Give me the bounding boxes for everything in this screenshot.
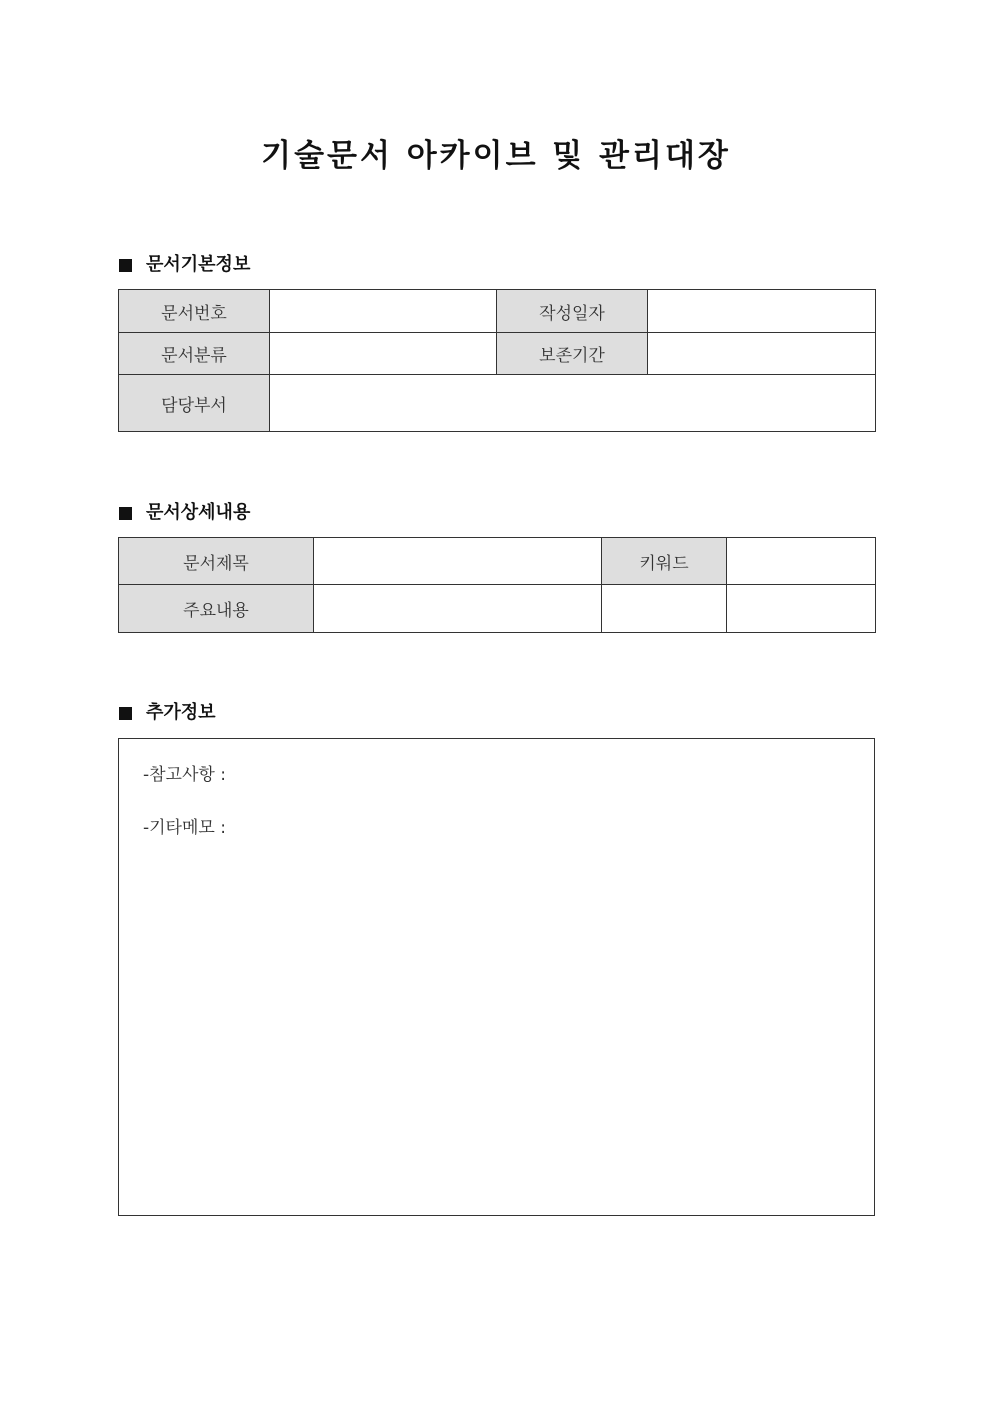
- doc-number-label: 문서번호: [119, 290, 270, 333]
- other-memo-label: -기타메모 :: [143, 818, 226, 838]
- retention-period-field[interactable]: [648, 333, 876, 375]
- section-heading-detail-label: 문서상세내용: [146, 502, 251, 523]
- doc-category-label: 문서분류: [119, 333, 270, 375]
- doc-title-field[interactable]: [314, 538, 602, 585]
- section-heading-extra-label: 추가정보: [146, 702, 216, 723]
- square-bullet-icon: [119, 707, 132, 720]
- blank-cell[interactable]: [727, 585, 876, 633]
- page-title: 기술문서 아카이브 및 관리대장: [261, 138, 731, 174]
- basic-info-table: [118, 289, 876, 432]
- doc-category-field[interactable]: [270, 333, 497, 375]
- department-field[interactable]: [270, 375, 876, 432]
- square-bullet-icon: [119, 507, 132, 520]
- blank-cell[interactable]: [602, 585, 727, 633]
- section-heading-detail: [119, 501, 250, 525]
- detail-table: [118, 537, 876, 633]
- retention-period-label: 보존기간: [497, 333, 648, 375]
- extra-info-box[interactable]: [118, 738, 875, 1216]
- doc-number-field[interactable]: [270, 290, 497, 333]
- reference-notes-label: -참고사항 :: [143, 765, 226, 785]
- doc-title-label: 문서제목: [119, 538, 314, 585]
- section-heading-basic-label: 문서기본정보: [146, 254, 251, 275]
- main-content-label: 주요내용: [119, 585, 314, 633]
- section-heading-extra: [119, 701, 216, 725]
- created-date-label: 작성일자: [497, 290, 648, 333]
- department-label: 담당부서: [119, 375, 270, 432]
- keyword-field[interactable]: [727, 538, 876, 585]
- keyword-label: 키워드: [602, 538, 727, 585]
- square-bullet-icon: [119, 259, 132, 272]
- created-date-field[interactable]: [648, 290, 876, 333]
- section-heading-basic: [119, 253, 250, 277]
- main-content-field[interactable]: [314, 585, 602, 633]
